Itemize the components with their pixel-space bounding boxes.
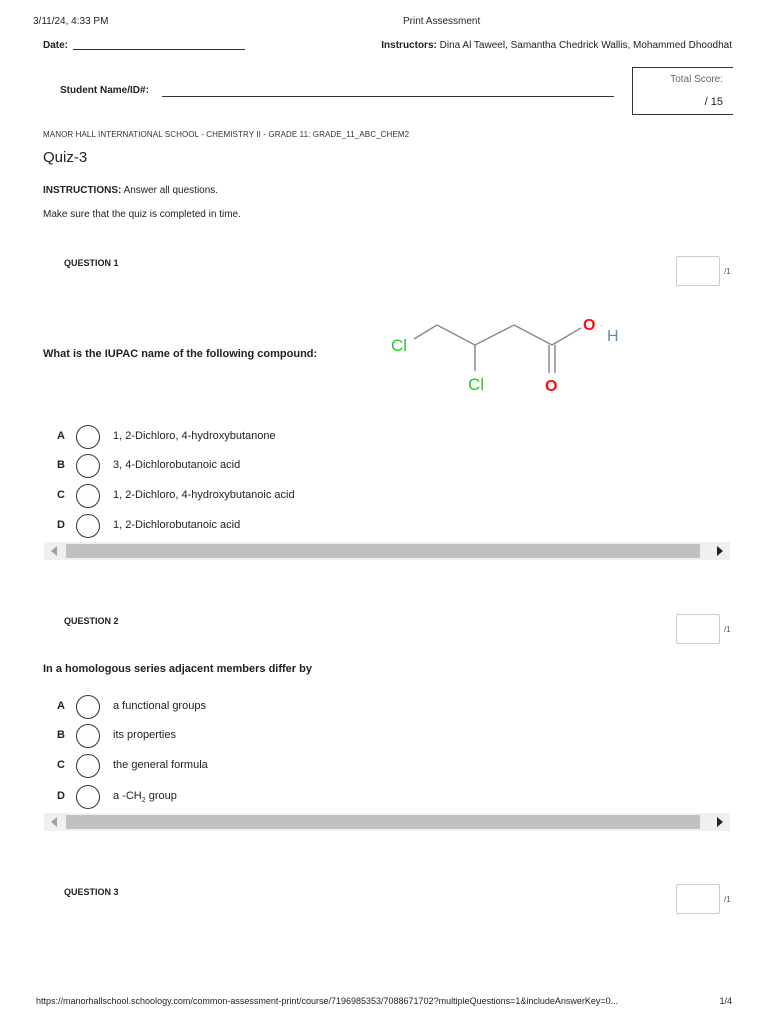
- question-1-points: /1: [724, 267, 731, 276]
- atom-cl-1: Cl: [391, 336, 408, 355]
- total-score-label: Total Score:: [670, 74, 723, 85]
- atom-o-carbonyl: O: [545, 378, 558, 395]
- q1-option-a-radio[interactable]: [76, 425, 100, 449]
- q1-option-c-radio[interactable]: [76, 484, 100, 508]
- scroll-right-arrow-icon[interactable]: [717, 546, 723, 556]
- instructions-line2: Make sure that the quiz is completed in time.: [43, 209, 241, 220]
- question-2-text: In a homologous series adjacent members differ by: [43, 663, 312, 675]
- instructions: [43, 185, 218, 196]
- q2-option-d-subscript: 2: [141, 797, 146, 805]
- q2-option-c-radio[interactable]: [76, 754, 100, 778]
- atom-h: H: [607, 328, 619, 345]
- q2-option-d-letter: D: [57, 790, 65, 802]
- q1-option-b-text: 3, 4-Dichlorobutanoic acid: [113, 459, 241, 471]
- q2-option-c-text: the general formula: [113, 759, 208, 771]
- footer-url: https://manorhallschool.schoology.com/common-assessment-print/course/7196985353/7088671702?multipleQuestions=1&includeAnswerKey=0...: [36, 996, 619, 1006]
- instructions-label: INSTRUCTIONS:: [43, 185, 122, 196]
- atom-o-hydroxyl: O: [583, 317, 596, 334]
- instructors-value: Dina Al Taweel, Samantha Chedrick Wallis, Mohammed Dhoodhat: [439, 40, 732, 51]
- q1-option-d-letter: D: [57, 519, 65, 531]
- q2-option-a-letter: A: [57, 700, 65, 712]
- q1-option-d-text: 1, 2-Dichlorobutanoic acid: [113, 519, 241, 531]
- q2-option-b-radio[interactable]: [76, 724, 100, 748]
- question-3-score-box[interactable]: [676, 884, 720, 914]
- instructions-text: Answer all questions.: [123, 185, 219, 196]
- question-1-label: QUESTION 1: [64, 258, 119, 268]
- instructors-label: Instructors:: [381, 40, 437, 51]
- q2-option-d-prefix: a -CH: [113, 790, 142, 802]
- q2-option-b-text: its properties: [113, 729, 176, 741]
- scroll-right-arrow-icon[interactable]: [717, 817, 723, 827]
- q1-option-b-letter: B: [57, 459, 65, 471]
- scroll-thumb[interactable]: [66, 544, 700, 558]
- q2-option-d-radio[interactable]: [76, 785, 100, 809]
- scroll-left-arrow-icon[interactable]: [51, 546, 57, 556]
- print-title: Print Assessment: [403, 16, 481, 27]
- question-1-score-box[interactable]: [676, 256, 720, 286]
- molecule-diagram: [380, 305, 640, 405]
- question-1-text: What is the IUPAC name of the following compound:: [43, 348, 318, 360]
- footer-page-number: 1/4: [719, 996, 732, 1006]
- q1-option-c-text: 1, 2-Dichloro, 4-hydroxybutanoic acid: [113, 489, 295, 501]
- question-1-scrollbar[interactable]: [44, 542, 730, 560]
- bond-dot: ·: [600, 320, 603, 330]
- q1-option-b-radio[interactable]: [76, 454, 100, 478]
- question-3-points: /1: [724, 895, 731, 904]
- quiz-title: Quiz-3: [43, 149, 88, 166]
- total-score-box: [632, 67, 733, 115]
- scroll-left-arrow-icon[interactable]: [51, 817, 57, 827]
- question-2-points: /1: [724, 625, 731, 634]
- q2-option-a-text: a functional groups: [113, 700, 206, 712]
- date-line: [73, 49, 245, 50]
- q2-option-d-text: [113, 790, 177, 804]
- student-name-label: Student Name/ID#:: [60, 85, 149, 96]
- course-name: MANOR HALL INTERNATIONAL SCHOOL - CHEMISTRY II - GRADE 11: GRADE_11_ABC_CHEM2: [43, 130, 410, 139]
- q2-option-c-letter: C: [57, 759, 65, 771]
- q1-option-c-letter: C: [57, 489, 65, 501]
- question-3-label: QUESTION 3: [64, 887, 119, 897]
- instructors: [381, 40, 732, 51]
- question-2-score-box[interactable]: [676, 614, 720, 644]
- atom-cl-2: Cl: [468, 375, 485, 394]
- q1-option-a-letter: A: [57, 430, 65, 442]
- question-2-label: QUESTION 2: [64, 616, 119, 626]
- student-name-line: [162, 96, 614, 97]
- total-score-value: / 15: [704, 96, 723, 108]
- q1-option-a-text: 1, 2-Dichloro, 4-hydroxybutanone: [113, 430, 276, 442]
- print-timestamp: 3/11/24, 4:33 PM: [33, 16, 109, 27]
- molecule-bonds: [414, 325, 581, 373]
- question-2-scrollbar[interactable]: [44, 813, 730, 831]
- q2-option-a-radio[interactable]: [76, 695, 100, 719]
- q2-option-b-letter: B: [57, 729, 65, 741]
- q2-option-d-suffix: group: [145, 790, 177, 802]
- date-label: Date:: [43, 40, 69, 51]
- scroll-thumb[interactable]: [66, 815, 700, 829]
- q1-option-d-radio[interactable]: [76, 514, 100, 538]
